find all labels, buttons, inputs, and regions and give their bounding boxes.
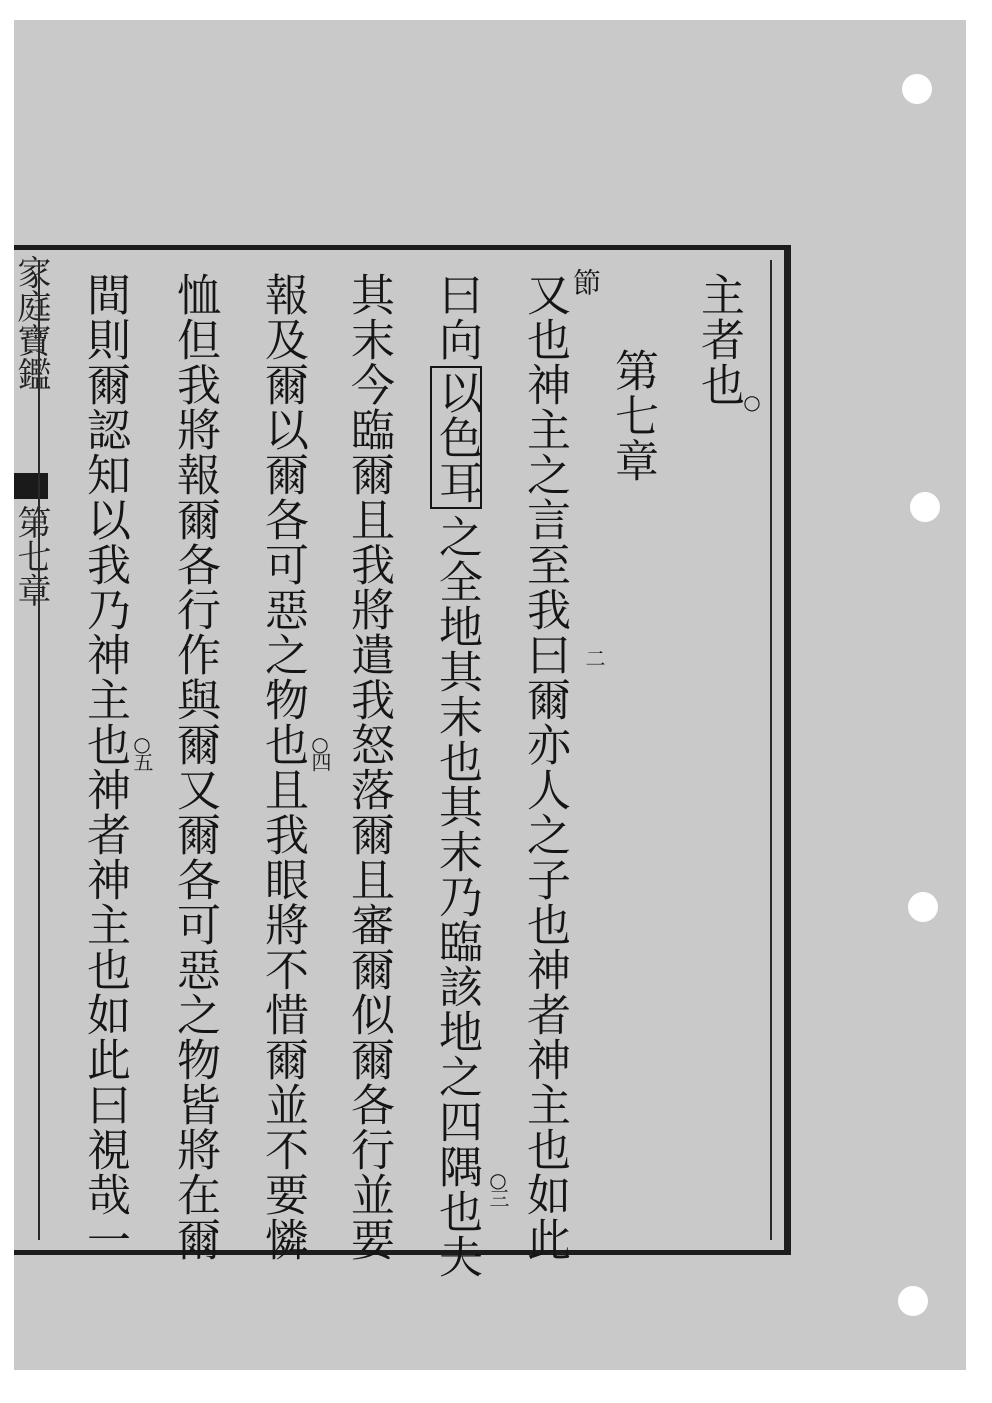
verse-mark-2: 二: [582, 648, 606, 668]
verse-mark-4: 四: [308, 752, 332, 772]
text-column-5: 其末今臨爾且我將遣我怒落爾且審爾似爾各行並要: [343, 272, 394, 1262]
text-column-4-part-1: 曰向: [431, 272, 482, 362]
verse-mark-circle-1: ○: [740, 390, 764, 414]
punch-hole-2: [910, 492, 940, 522]
inner-rule-right: [770, 260, 772, 1240]
verse-mark-circle-5: ○: [130, 732, 154, 756]
gutter-chapter: 第七章: [11, 505, 51, 607]
section-label: 節: [569, 268, 602, 297]
punch-hole-4: [898, 1286, 928, 1316]
punch-hole-3: [908, 892, 938, 922]
punch-hole-1: [902, 74, 932, 104]
text-column-4-boxed-phrase: 以色耳: [430, 366, 482, 509]
scanned-page: [11, 20, 966, 1370]
text-column-1: 主者也: [693, 272, 744, 407]
gutter-title: 家庭寶鑑: [11, 255, 51, 391]
inner-rule-left: [38, 260, 40, 1240]
text-frame: [11, 245, 791, 1279]
text-column-2-chapter-heading: 第七章: [607, 348, 658, 483]
text-column-4-part-2: 之全地其末也其末乃臨該地之四隅也夫: [431, 514, 482, 1279]
text-column-3: 又也神主之言至我曰爾亦人之子也神者神主也如此: [519, 272, 570, 1262]
verse-mark-circle-3: ○: [486, 1168, 510, 1192]
text-column-8: 間則爾認知以我乃神主也神者神主也如此曰視哉一: [79, 272, 130, 1262]
verse-mark-5: 五: [130, 752, 154, 772]
text-column-7: 恤但我將報爾各行作與爾又爾各可惡之物皆將在爾: [169, 272, 220, 1262]
verse-mark-circle-4: ○: [308, 732, 332, 756]
verse-mark-3: 三: [486, 1188, 510, 1208]
text-column-6: 報及爾以爾各可惡之物也且我眼將不惜爾並不要憐: [257, 272, 308, 1262]
